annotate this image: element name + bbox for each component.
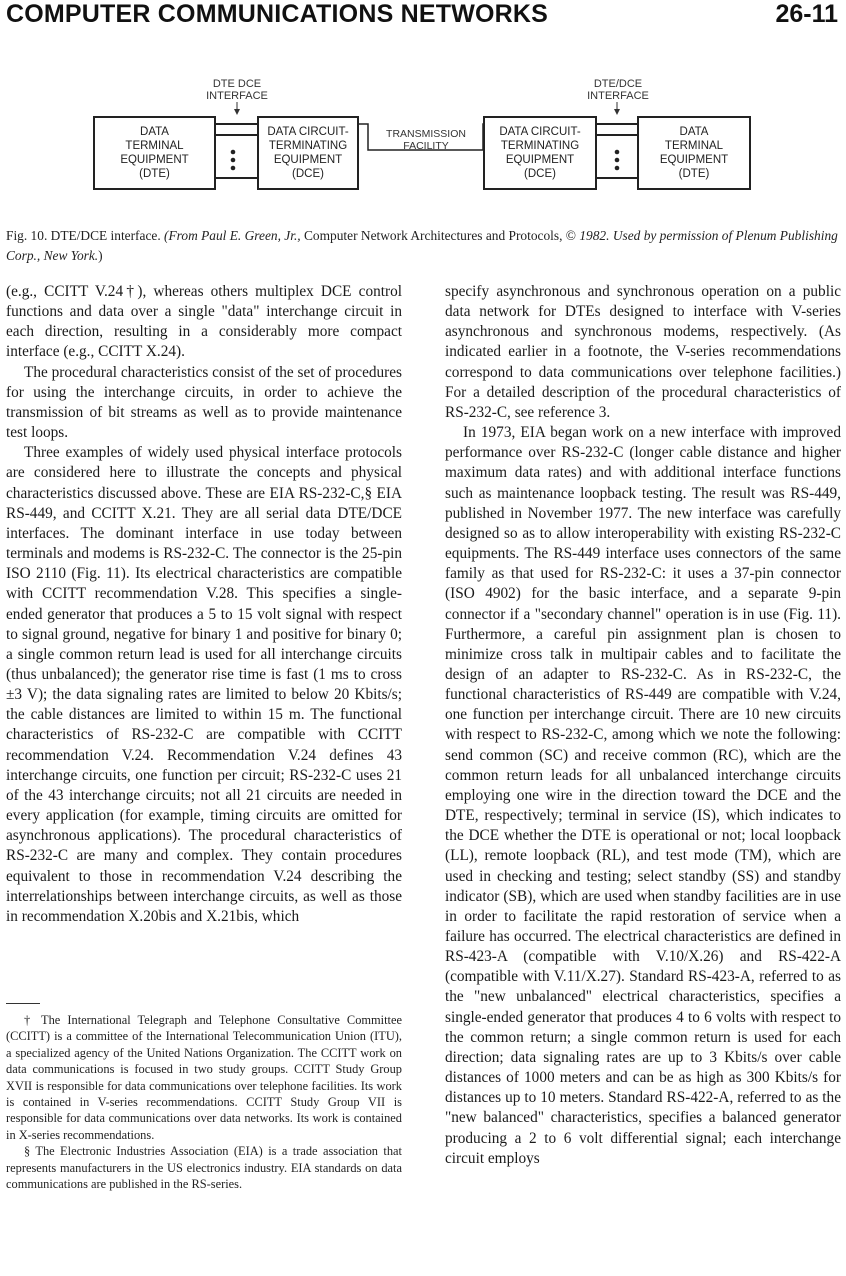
paragraph: Three examples of widely used physical interface protocols are considered here to illustrate the concepts and physical characteristics discussed above. These are EIA RS-232-C,§ EIA RS-449, and CCITT X.21. They are all serial data DTE/DCE interfaces. The dominant interface in use today between terminals and modems is RS-232-C. The connector is the 25-pin ISO 2110 (Fig. 11). Its electrical characteristics are compatible with CCITT recommendation V.28. This specifies a single-ended generator that produces a 5 to 15 volt signal with respect to signal ground, negative for binary 1 and positive for binary 0; a single common return lead is used for all interchange circuits (thus unbalanced); the generator rise time is fast (1 ms to cross ±3 V); the data signaling rates are limited to below 20 Kbits/s; the cable distances are limited to within 15 m. The functional characteristics of RS-232-C are compatible with CCITT recommendation V.24. Recommendation V.24 defines 43 interchange circuits, one function per circuit; RS-232-C uses 21 of the 43 interchange circuits; not all 21 circuits are needed in every application (for example, timing circuits are omitted for asynchronous applications). The procedural characteristics of RS-232-C are many and complex. They contain procedures equivalent to those in recommendation V.24 describing the interrelationships between interchange circuits, as well as those in recommendation X.20bis and X.21bis, which <box>6 444 402 925</box>
box-line: EQUIPMENT <box>120 154 189 166</box>
footnote-eia: § The Electronic Industries Association (EIA) is a trade association that represents manufacturers in the US electronics industry. EIA standards on data communications are published in the RS-series. <box>6 1144 402 1192</box>
paragraph: (e.g., CCITT V.24†), whereas others multiplex DCE control functions and data over a single "data" interchange circuit in each direction, resulting in a considerably more compact interface (e.g., CCITT X.24). <box>6 283 402 361</box>
box-line: EQUIPMENT <box>273 154 343 166</box>
box-line: TERMINATING <box>500 140 580 152</box>
right-column <box>445 282 841 1169</box>
box-line: TERMINATING <box>268 140 348 152</box>
page-number: 26-11 <box>775 0 838 28</box>
dce-box-right <box>483 116 597 190</box>
dce-box-left <box>257 116 359 190</box>
box-line: (DCE) <box>524 168 556 180</box>
box-line: EQUIPMENT <box>505 154 575 166</box>
dte-box-right <box>637 116 751 190</box>
footnote-rule <box>6 1003 40 1004</box>
caption-book: Computer Network Architectures and Protocols, © <box>300 228 580 243</box>
footnote-ccitt: † The International Telegraph and Telephone Consultative Committee (CCITT) is a committee of the International Telecommunication Union (ITU), a specialized agency of the United Nations Organization. The CCITT work on data communications is focused in two study groups. CCITT Study Group XVII is responsible for data communications over telephone facilities. Its work is contained in V-series recommendations. CCITT Study Group VII is responsible for data communications over data networks. Its work is contained in X-series recommendations. <box>6 1013 402 1142</box>
transmission-facility-label <box>370 128 482 152</box>
caption-close: ) <box>98 248 103 263</box>
figure-caption <box>6 226 840 266</box>
box-line: DATA CIRCUIT- <box>267 126 349 138</box>
paragraph: In 1973, EIA began work on a new interface with improved performance over RS-232-C (longer cable distance and higher maximum data rates) and with additional interface functions such as maintenance loopback testing. The result was RS-449, published in November 1977. The new interface was carefully designed so as to allow interoperability with existing RS-232-C equipments. The RS-449 interface uses connectors of the same family as that used for RS-232-C: it uses a 37-pin connector (ISO 4902) for the basic interface, and a separate 9-pin connector if a "secondary channel" operation is in use (Fig. 11). Furthermore, a careful pin assignment plan is chosen to minimize cross talk in multipair cables and to facilitate the design of an adapter to RS-232-C. As in RS-232-C, the functional characteristics of RS-449 are compatible with V.24, one function per interchange circuit. There are 10 new circuits with respect to RS-232-C, among which we note the following: send common (SC) and receive common (RC), which are the common return leads for all unbalanced interchange circuits employing one wire in the direction toward the DCE and the DTE, respectively; terminal in service (IS), which indicates to the DCE whether the DTE is operational or not; local loopback (LL), remote loopback (RL), and test mode (TM), which are used in checking and testing; select standby (SS) and standby indicator (SB), which are used when standby facilities are in use in order to facilitate the rapid restoration of service when a failure has occurred. The electrical characteristics are defined in RS-423-A (compatible with V.10/X.26) and RS-422-A (compatible with V.11/X.27). Standard RS-423-A, referred to as the "new unbalanced" electrical characteristics, specifies a single-ended generator that produces 4 to 6 volts with respect to the common return; a single common return is used for each direction; data signaling rates are up to 3 Kbits/s over cable distances of 1000 meters and can be as high as 300 Kbits/s for distances up to 10 meters. Standard RS-422-A, referred to as the "new balanced" characteristics, specifies a balanced generator producing a 2 to 6 volt differential signal; each interchange circuit employs <box>445 424 841 1167</box>
caption-source: (From Paul E. Green, Jr., <box>164 228 301 243</box>
dte-box-left <box>93 116 216 190</box>
box-line: (DTE) <box>139 168 170 180</box>
box-line: (DTE) <box>678 168 710 180</box>
box-line: DATA <box>679 126 709 138</box>
box-line: EQUIPMENT <box>659 154 729 166</box>
paragraph: specify asynchronous and synchronous operation on a public data network for DTEs designed to interface with V-series asynchronous and synchronous modems, respectively. (As indicated earlier in a footnote, the V-series recommendations correspond to data communications over telephone facilities.) For a detailed description of the procedural characteristics of RS-232-C, see reference 3. <box>445 283 841 421</box>
left-interface-label: DTE DCE INTERFACE <box>206 78 268 102</box>
transmission-line: FACILITY <box>403 140 449 152</box>
running-title: COMPUTER COMMUNICATIONS NETWORKS <box>6 0 549 28</box>
box-line: TERMINAL <box>125 140 184 152</box>
box-line: DATA CIRCUIT- <box>499 126 581 138</box>
right-interface-label: DTE/DCE INTERFACE <box>587 78 649 102</box>
box-line: DATA <box>140 126 169 138</box>
left-column <box>6 282 402 927</box>
paragraph: The procedural characteristics consist of the set of procedures for using the interchange circuits, in order to achieve the transmission of bit streams as well as to provide maintenance test loops. <box>6 363 403 442</box>
caption-prefix: Fig. 10. DTE/DCE interface. <box>6 228 165 243</box>
footnotes <box>6 1012 402 1192</box>
box-line: (DCE) <box>292 168 324 180</box>
box-line: TERMINAL <box>664 140 724 152</box>
dte-dce-interface-figure <box>0 78 846 198</box>
running-header <box>6 0 840 30</box>
caption-permission: 1982. Used by permission of Plenum Publishing Corp., New York. <box>6 228 838 263</box>
transmission-line: TRANSMISSION <box>386 128 466 140</box>
